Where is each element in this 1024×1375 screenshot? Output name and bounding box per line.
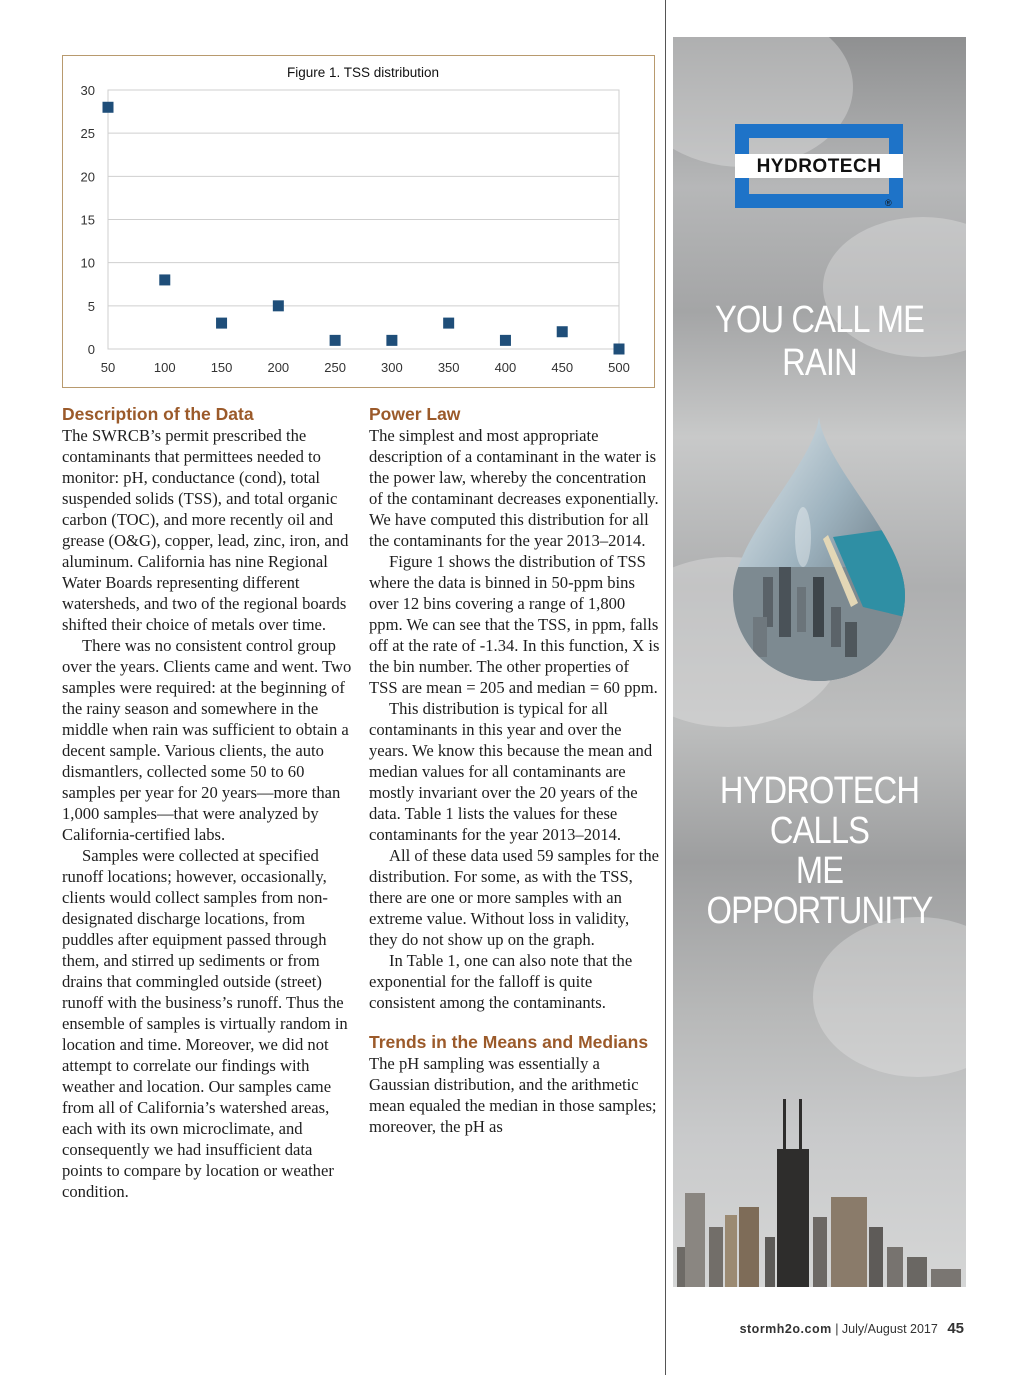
- y-tick-label: 15: [80, 212, 95, 228]
- paragraph: Figure 1 shows the distribution of TSS where the data is binned in 50-ppm bins over 12 bins covering a range of 1,800 ppm. We can see that the TSS, in ppm, falls off at the rate of -1.34. In this function, X is the bin number. The other properties of TSS are mean = 205 and median = 60 ppm.: [369, 552, 660, 697]
- paragraph: The simplest and most appropriate description of a contaminant in the water is the power law, whereby the concentration of the contaminant decreases exponentially. We have computed this distribution for all the contaminants for the year 2013–2014.: [369, 426, 659, 550]
- x-tick-label: 450: [551, 360, 574, 375]
- x-tick-label: 200: [267, 360, 290, 375]
- section-heading-description: Description of the Data: [62, 404, 254, 424]
- data-point: [216, 318, 227, 329]
- y-tick-label: 30: [80, 83, 95, 98]
- ad-tagline-line: HYDROTECH CALLS: [719, 770, 920, 852]
- data-point: [330, 335, 341, 346]
- paragraph: There was no consistent control group over the years. Clients came and went. Two samples were required: at the beginning of the rainy season and somewhere in the middle when rain was sufficient to obtain a decent sample. Various clients, the auto dismantlers, collected some 50 to 60 samples per year for 20 years—more than 1,000 samples—that were analyzed by California-certified labs.: [62, 636, 352, 844]
- hydrotech-logo-icon: [735, 124, 903, 208]
- y-tick-label: 25: [80, 126, 95, 142]
- svg-text:HYDROTECH: HYDROTECH: [756, 156, 882, 177]
- water-drop-icon: [733, 417, 905, 681]
- paragraph: The SWRCB’s permit prescribed the contaminants that permittees needed to monitor: pH, conductance (cond), total suspended solids (TSS), and total organic carbon (TOC), and more recently oil and grease (O&G), copper, lead, zinc, iron, and aluminum. California has nine Regional Water Boards representing different watersheds, and two of the regional boards shifted their choice of metals over time.: [62, 426, 349, 634]
- section-heading-trends: Trends in the Means and Medians: [369, 1032, 649, 1052]
- data-point: [386, 335, 397, 346]
- x-tick-label: 500: [608, 360, 630, 375]
- page-number: 45: [947, 1320, 964, 1337]
- hydrotech-logo: [735, 124, 903, 208]
- x-tick-label: 250: [324, 360, 346, 375]
- y-tick-label: 0: [87, 342, 95, 357]
- article-column-1: [62, 404, 354, 1202]
- data-point: [443, 318, 454, 329]
- section-heading-power-law: Power Law: [369, 404, 461, 424]
- column-divider-rule: [665, 0, 666, 1375]
- y-tick-label: 10: [80, 255, 95, 271]
- data-point: [159, 274, 170, 285]
- data-point: [273, 300, 284, 311]
- paragraph: The pH sampling was essentially a Gaussian distribution, and the arithmetic mean equaled the median in those samples; moreover, the pH as: [369, 1054, 657, 1136]
- page-footer: [740, 1320, 964, 1337]
- article-column-2: [369, 404, 661, 1137]
- cloud-shape: [813, 917, 966, 1077]
- ad-tagline-opportunity: [694, 771, 946, 931]
- city-skyline-illustration: [673, 1097, 966, 1287]
- x-tick-label: 400: [494, 360, 517, 375]
- paragraph: In Table 1, one can also note that the exponential for the falloff is quite consistent among the contaminants.: [369, 951, 633, 1012]
- x-tick-label: 300: [381, 360, 403, 375]
- paragraph: All of these data used 59 samples for the distribution. For some, as with the TSS, there are one or more samples with an extreme value. Without loss in validity, they do not show up on the graph.: [369, 846, 660, 949]
- ad-tagline-line: ME OPPORTUNITY: [706, 850, 933, 932]
- x-tick-label: 350: [437, 360, 460, 375]
- svg-text:®: ®: [885, 198, 892, 208]
- data-point: [500, 335, 511, 346]
- x-tick-label: 150: [210, 360, 233, 375]
- footer-site: stormh2o.com: [739, 1322, 832, 1336]
- chart-title: Figure 1. TSS distribution: [286, 65, 440, 80]
- x-tick-label: 100: [153, 360, 176, 375]
- footer-issue: July/August 2017: [841, 1322, 938, 1336]
- paragraph: Samples were collected at specified runoff locations; however, occasionally, clients would collect samples from non-designated discharge locations, from puddles after equipment passed through them, and stirred up sediments or from drains that commingled outside (street) runoff with the business’s runoff. Thus the ensemble of samples is virtually random in location and time. Moreover, we did not attempt to correlate our findings with weather and location. Our samples came from all of California’s watershed areas, each with its own microclimate, and consequently we had insufficient data points to compare by location or weather condition.: [62, 846, 348, 1201]
- chart-svg: [63, 56, 656, 389]
- y-tick-label: 20: [80, 169, 95, 185]
- tss-distribution-chart: [62, 55, 655, 388]
- y-tick-label: 5: [87, 298, 95, 314]
- x-tick-label: 50: [100, 360, 116, 375]
- data-point: [614, 344, 625, 355]
- footer-separator: |: [835, 1322, 839, 1336]
- data-point: [103, 102, 114, 113]
- ad-tagline-rain: YOU CALL ME RAIN: [714, 299, 925, 384]
- hydrotech-advertisement[interactable]: [673, 37, 966, 1287]
- data-point: [557, 326, 568, 337]
- paragraph: This distribution is typical for all contaminants in this year and over the years. We know this because the mean and median values for all contaminants are mostly invariant over the 20 years of the data. Table 1 lists the values for these contaminants for the year 2013–2014.: [369, 699, 653, 844]
